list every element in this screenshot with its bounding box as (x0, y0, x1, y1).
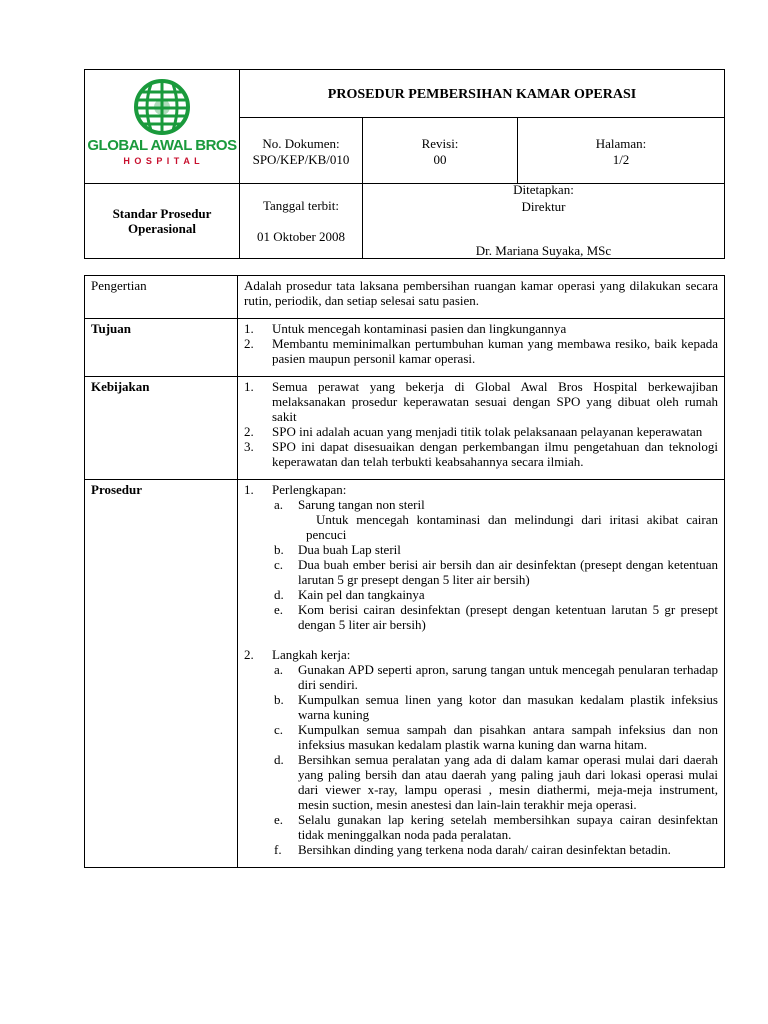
list-item: c. Dua buah ember berisi air bersih dan air desinfektan (presept dengan ketentuan larutan 5 gr presept dengan 5 liter air bersih) (274, 557, 718, 587)
row-prosedur (85, 480, 725, 868)
list-item: a. Sarung tangan non steril (274, 497, 425, 512)
list-note: Untuk mencegah kontaminasi dan melindungi dari iritasi akibat cairan pencuci (306, 512, 718, 542)
list-item: 2. SPO ini adalah acuan yang menjadi titik tolak pelaksanaan pelayanan keperawatan (244, 424, 703, 439)
list-item: c. Kumpulkan semua sampah dan pisahkan antara sampah infeksius dan non infeksius masukan kedalam plastik warna kuning dan warna hitam. (274, 722, 718, 752)
hospital-name: GLOBAL AWAL BROS (87, 137, 237, 154)
list-item: 2. Langkah kerja: (244, 647, 351, 662)
label-kebijakan: Kebijakan (85, 377, 238, 480)
doc-number: SPO/KEP/KB/010 (252, 152, 350, 167)
page-value: 1/2 (612, 152, 630, 167)
procedure-table (84, 275, 725, 868)
list-item: b. Dua buah Lap steril (274, 542, 401, 557)
approved-by-name: Dr. Mariana Suyaka, MSc (475, 243, 612, 258)
list-item: 3. SPO ini dapat disesuaikan dengan perkembangan ilmu pengetahuan dan teknologi keperawatan dan telah terbukti keabsahannya secara ilmiah. (244, 439, 718, 469)
list-item: 1. Semua perawat yang bekerja di Global Awal Bros Hospital berkewajiban melaksanakan prosedur keperawatan sesuai dengan SPO yang dibuat oleh rumah sakit (244, 379, 718, 424)
globe-logo-icon (85, 70, 239, 183)
issue-date-label: Tanggal terbit: (263, 198, 339, 213)
document-header (84, 69, 725, 259)
list-item: e. Kom berisi cairan desinfektan (presept dengan ketentuan larutan 5 gr presept dengan 5 liter air bersih) (274, 602, 718, 632)
kebijakan-list (238, 377, 725, 480)
list-item: d. Kain pel dan tangkainya (274, 587, 425, 602)
revision-label: Revisi: (421, 136, 459, 151)
revision-value: 00 (433, 152, 447, 167)
page-label: Halaman: (595, 136, 647, 151)
list-item: 2. Membantu meminimalkan pertumbuhan kuman yang membawa resiko, baik kepada pasien maupun personil kamar operasi. (244, 336, 718, 366)
list-item: d. Bersihkan semua peralatan yang ada di dalam kamar operasi mulai dari daerah yang paling bersih dan atau daerah yang paling jauh dari lokasi operasi mulai dari viewer x-ray, lampu operasi , mesin diathermi, meja-meja instrument, mesin suction, mesin anestesi dan lain-lain terakhir meja operasi. (274, 752, 718, 812)
hospital-logo (85, 70, 239, 183)
pengertian-text: Adalah prosedur tata laksana pembersihan ruangan kamar operasi yang dilakukan secara rutin, periodik, dan setiap selesai satu pasien. (238, 276, 725, 319)
hospital-subtitle: H O S P I T A L (123, 156, 201, 166)
row-tujuan (85, 319, 725, 377)
label-pengertian: Pengertian (85, 276, 238, 319)
label-tujuan: Tujuan (85, 319, 238, 377)
sop-label-line2: Operasional (128, 221, 196, 236)
list-item: a. Gunakan APD seperti apron, sarung tangan untuk mencegah penularan terhadap diri sendiri. (274, 662, 718, 692)
approved-by-label: Ditetapkan: (513, 182, 574, 197)
tujuan-list (238, 319, 725, 377)
doc-number-label: No. Dokumen: (262, 136, 340, 151)
sop-label-line1: Standar Prosedur (112, 206, 212, 221)
row-kebijakan (85, 377, 725, 480)
issue-date: 01 Oktober 2008 (256, 229, 346, 244)
document-title: PROSEDUR PEMBERSIHAN KAMAR OPERASI (327, 87, 637, 102)
list-item: 1. Untuk mencegah kontaminasi pasien dan lingkungannya (244, 321, 567, 336)
list-item: 1. Perlengkapan: (244, 482, 347, 497)
approved-by-role: Direktur (521, 199, 566, 214)
row-pengertian (85, 276, 725, 319)
label-prosedur: Prosedur (85, 480, 238, 868)
list-item: b. Kumpulkan semua linen yang kotor dan masukan kedalam plastik infeksius warna kuning (274, 692, 718, 722)
list-item: e. Selalu gunakan lap kering setelah membersihkan supaya cairan desinfektan tidak meninggalkan noda pada peralatan. (274, 812, 718, 842)
list-item: f. Bersihkan dinding yang terkena noda darah/ cairan desinfektan betadin. (274, 842, 671, 857)
prosedur-list (238, 480, 725, 868)
